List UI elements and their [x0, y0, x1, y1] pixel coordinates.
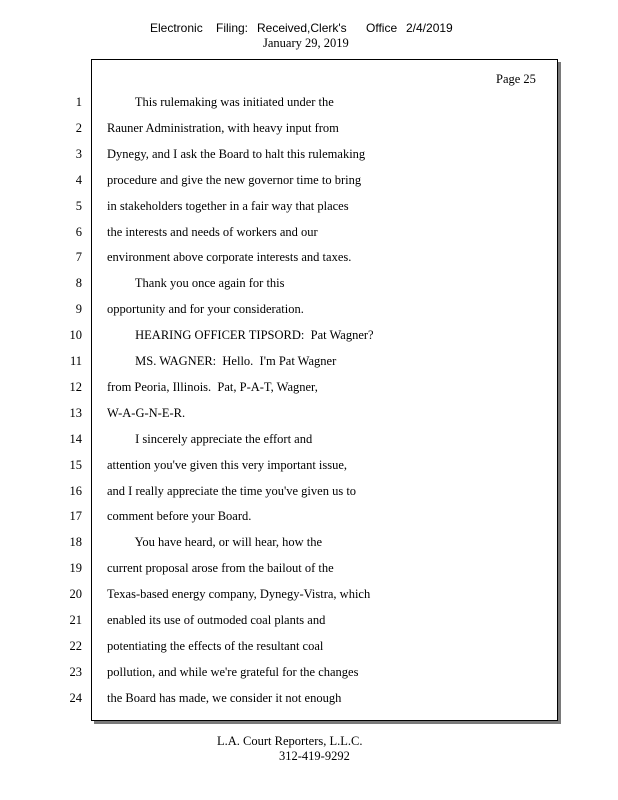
line-number: 3 — [75, 147, 82, 161]
line-number: 12 — [69, 380, 82, 394]
transcript-line-text: environment above corporate interests and taxes. — [107, 250, 352, 264]
line-number: 22 — [69, 639, 82, 653]
footer-phone: 312-419-9292 — [279, 749, 350, 763]
transcript-line-text: the Board has made, we consider it not enough — [107, 691, 342, 705]
transcript-line-text: the interests and needs of workers and our — [107, 225, 318, 239]
line-number: 13 — [69, 406, 82, 420]
transcript-line-text: potentiating the effects of the resultant coal — [107, 639, 324, 653]
filing-word: Received,Clerk's — [257, 21, 347, 35]
line-number: 1 — [75, 95, 82, 109]
transcript-line-text: HEARING OFFICER TIPSORD: Pat Wagner? — [107, 328, 374, 342]
transcript-line-text: and I really appreciate the time you've given us to — [107, 484, 357, 498]
line-number: 4 — [75, 173, 82, 187]
transcript-line-text: Dynegy, and I ask the Board to halt this rulemaking — [107, 147, 366, 161]
transcript-line-text: pollution, and while we're grateful for the changes — [107, 665, 359, 679]
line-number: 19 — [69, 561, 82, 575]
line-number: 17 — [69, 509, 82, 523]
filing-word: Filing: — [216, 21, 249, 35]
line-number: 16 — [69, 484, 82, 498]
transcript-line-text: MS. WAGNER: Hello. I'm Pat Wagner — [107, 354, 337, 368]
line-number: 7 — [75, 250, 82, 264]
transcript-line-text: I sincerely appreciate the effort and — [107, 432, 313, 446]
transcript-line-text: This rulemaking was initiated under the — [107, 95, 334, 109]
line-number: 23 — [69, 665, 82, 679]
transcript-line-text: You have heard, or will hear, how the — [107, 535, 323, 549]
transcript-line-text: enabled its use of outmoded coal plants and — [107, 613, 326, 627]
transcript-line-text: comment before your Board. — [107, 509, 252, 523]
line-number: 14 — [69, 432, 82, 446]
line-number: 5 — [75, 199, 82, 213]
line-number: 24 — [69, 691, 82, 705]
transcript-line-text: in stakeholders together in a fair way that places — [107, 199, 349, 213]
transcript-line-text: from Peoria, Illinois. Pat, P-A-T, Wagner, — [107, 380, 318, 394]
filing-date: 2/4/2019 — [406, 21, 453, 35]
line-number: 6 — [75, 225, 82, 239]
line-number: 20 — [69, 587, 82, 601]
line-number: 8 — [75, 276, 82, 290]
transcript-line-text: attention you've given this very important issue, — [107, 458, 348, 472]
line-number: 2 — [75, 121, 82, 135]
filing-word: Office — [366, 21, 398, 35]
line-number: 21 — [69, 613, 82, 627]
filing-word: Electronic — [150, 21, 203, 35]
line-number: 10 — [69, 328, 82, 342]
line-number: 9 — [75, 302, 82, 316]
line-number: 11 — [69, 354, 82, 368]
line-number: 18 — [69, 535, 82, 549]
transcript-line-text: Texas-based energy company, Dynegy-Vistra, which — [107, 587, 371, 601]
transcript-line-text: Thank you once again for this — [107, 276, 285, 290]
page-number: Page 25 — [496, 72, 536, 86]
transcript-line-text: current proposal arose from the bailout of the — [107, 561, 334, 575]
transcript-date: January 29, 2019 — [263, 36, 349, 50]
transcript-line-text: Rauner Administration, with heavy input from — [107, 121, 339, 135]
footer-company: L.A. Court Reporters, L.L.C. — [217, 734, 363, 748]
transcript-line-text: W-A-G-N-E-R. — [107, 406, 186, 420]
transcript-line-text: opportunity and for your consideration. — [107, 302, 304, 316]
transcript-line-text: procedure and give the new governor time to bring — [107, 173, 362, 187]
line-number: 15 — [69, 458, 82, 472]
